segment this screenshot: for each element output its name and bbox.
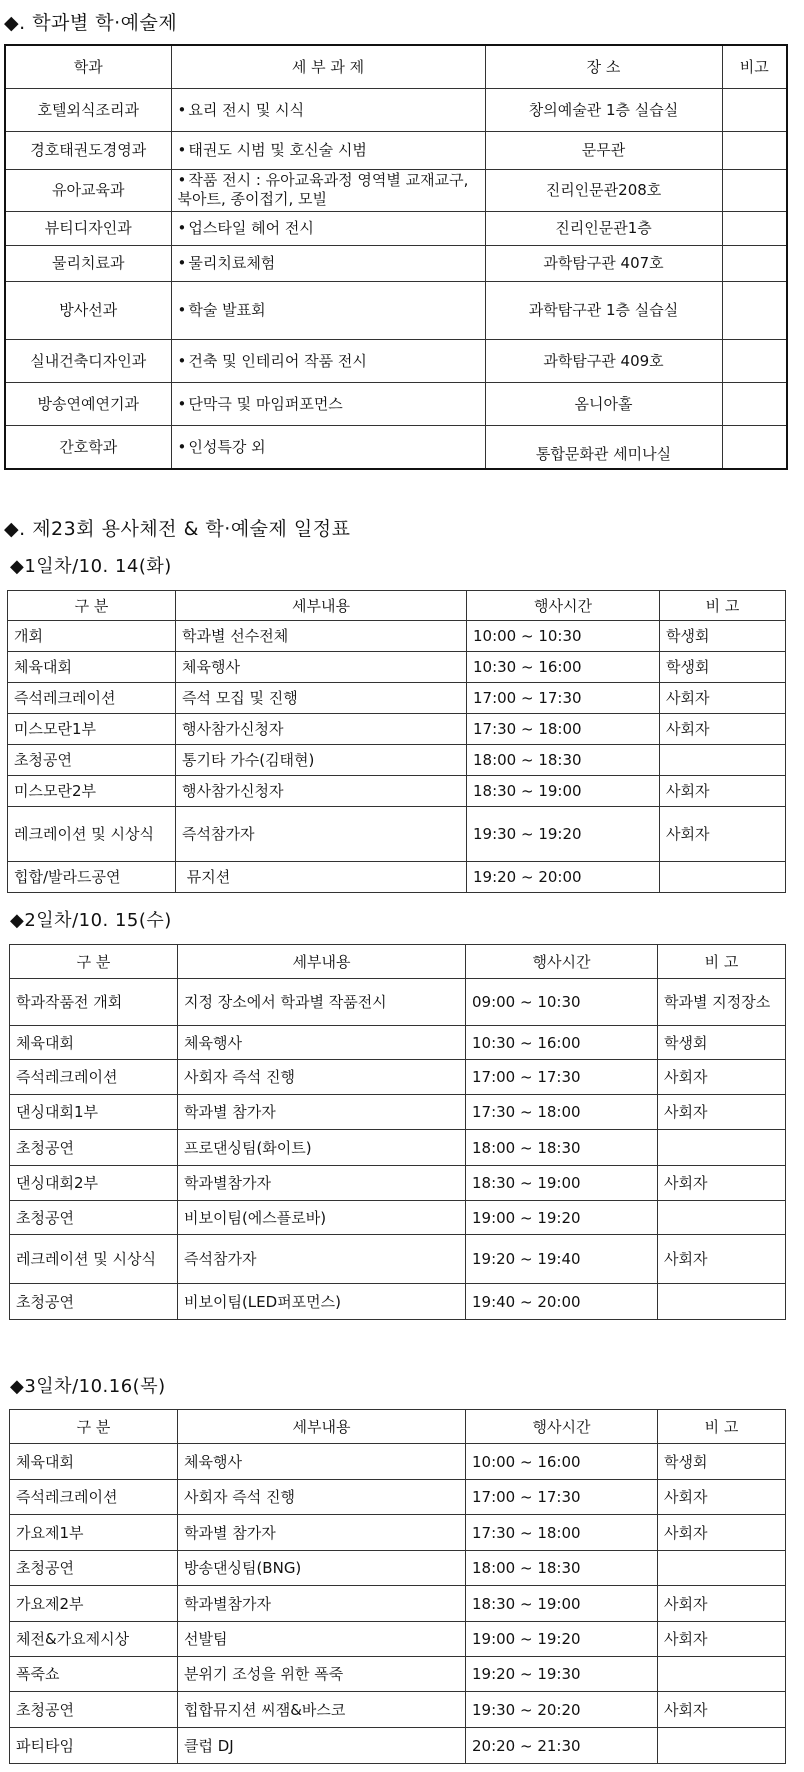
header-cell: 세부내용 (176, 591, 467, 621)
table-row (8, 862, 786, 893)
time-cell: 19:30 ~ 20:20 (466, 1692, 658, 1728)
table-row (8, 621, 786, 652)
category-cell: 댄싱대회1부 (10, 1095, 178, 1130)
dept-cell: 실내건축디자인과 (5, 339, 171, 382)
header-cell: 장 소 (485, 45, 722, 88)
table-row (10, 1201, 786, 1235)
task-cell: • 작품 전시 : 유아교육과정 영역별 교재교구, 북아트, 종이접기, 모빌 (171, 169, 485, 211)
note-cell: 학생회 (660, 621, 786, 652)
table-row (5, 281, 787, 339)
time-cell: 17:00 ~ 17:30 (466, 1480, 658, 1515)
header-cell: 세부내용 (178, 1410, 466, 1444)
note-cell: 학생회 (658, 1444, 786, 1480)
note-cell (658, 1728, 786, 1764)
note-cell (722, 88, 787, 131)
header-cell: 비 고 (660, 591, 786, 621)
place-cell: 과학탐구관 1층 실습실 (485, 281, 722, 339)
category-cell: 체육대회 (10, 1444, 178, 1480)
task-cell: • 단막극 및 마임퍼포먼스 (171, 382, 485, 425)
table-row (10, 1515, 786, 1551)
category-cell: 레크레이션 및 시상식 (8, 807, 176, 862)
table-row (8, 807, 786, 862)
note-cell (658, 1284, 786, 1320)
place-cell: 진리인문관208호 (485, 169, 722, 211)
time-cell: 10:00 ~ 10:30 (467, 621, 660, 652)
dept-cell: 유아교육과 (5, 169, 171, 211)
time-cell: 10:00 ~ 16:00 (466, 1444, 658, 1480)
note-cell: 사회자 (658, 1480, 786, 1515)
header-cell: 행사시간 (466, 1410, 658, 1444)
dept-cell: 물리치료과 (5, 245, 171, 281)
time-cell: 19:00 ~ 19:20 (466, 1622, 658, 1657)
note-cell (722, 169, 787, 211)
detail-cell: 프로댄싱팀(화이트) (178, 1130, 466, 1166)
time-cell: 18:30 ~ 19:00 (466, 1166, 658, 1201)
category-cell: 파티타임 (10, 1728, 178, 1764)
category-cell: 체전&가요제시상 (10, 1622, 178, 1657)
table-row (10, 979, 786, 1026)
time-cell: 17:00 ~ 17:30 (466, 1060, 658, 1095)
table-row (10, 1235, 786, 1284)
note-cell: 학과별 지정장소 (658, 979, 786, 1026)
note-cell (658, 1657, 786, 1692)
detail-cell: 즉석참가자 (178, 1235, 466, 1284)
table-row (10, 1692, 786, 1728)
task-cell: • 태권도 시범 및 호신술 시범 (171, 131, 485, 169)
time-cell: 20:20 ~ 21:30 (466, 1728, 658, 1764)
detail-cell: 즉석참가자 (176, 807, 467, 862)
time-cell: 17:30 ~ 18:00 (466, 1515, 658, 1551)
header-cell: 학과 (5, 45, 171, 88)
table-row (5, 88, 787, 131)
note-cell: 사회자 (658, 1515, 786, 1551)
place-cell: 과학탐구관 407호 (485, 245, 722, 281)
day1-title: ◆1일차/10. 14(화) (10, 556, 172, 577)
day3-schedule-table (9, 1409, 786, 1764)
table-row (10, 1060, 786, 1095)
day2-schedule-table (9, 944, 786, 1320)
time-cell: 19:30 ~ 19:20 (467, 807, 660, 862)
header-cell: 세부내용 (178, 945, 466, 979)
table-row (10, 1095, 786, 1130)
detail-cell: 행사참가신청자 (176, 776, 467, 807)
detail-cell: 즉석 모집 및 진행 (176, 683, 467, 714)
time-cell: 18:00 ~ 18:30 (466, 1551, 658, 1586)
time-cell: 18:30 ~ 19:00 (467, 776, 660, 807)
detail-cell: 사회자 즉석 진행 (178, 1060, 466, 1095)
table-row (10, 1480, 786, 1515)
note-cell (722, 245, 787, 281)
detail-cell: 선발팀 (178, 1622, 466, 1657)
table-row (8, 745, 786, 776)
note-cell: 사회자 (658, 1166, 786, 1201)
table-row (10, 1728, 786, 1764)
task-cell: • 학술 발표회 (171, 281, 485, 339)
header-cell: 구 분 (10, 945, 178, 979)
category-cell: 초청공연 (10, 1201, 178, 1235)
header-cell: 비고 (722, 45, 787, 88)
category-cell: 가요제1부 (10, 1515, 178, 1551)
table-header-row (5, 45, 787, 88)
category-cell: 즉석레크레이션 (8, 683, 176, 714)
detail-cell: 학과별 참가자 (178, 1095, 466, 1130)
category-cell: 초청공연 (10, 1284, 178, 1320)
category-cell: 초청공연 (8, 745, 176, 776)
time-cell: 09:00 ~ 10:30 (466, 979, 658, 1026)
place-cell: 문무관 (485, 131, 722, 169)
category-cell: 초청공연 (10, 1551, 178, 1586)
category-cell: 초청공연 (10, 1692, 178, 1728)
time-cell: 19:40 ~ 20:00 (466, 1284, 658, 1320)
table-row (5, 131, 787, 169)
detail-cell: 학과별 참가자 (178, 1515, 466, 1551)
category-cell: 댄싱대회2부 (10, 1166, 178, 1201)
table-row (10, 1657, 786, 1692)
dept-festival-table (4, 44, 788, 470)
place-cell: 통합문화관 세미나실 (485, 425, 722, 469)
category-cell: 레크레이션 및 시상식 (10, 1235, 178, 1284)
dept-cell: 방송연예연기과 (5, 382, 171, 425)
note-cell: 사회자 (660, 714, 786, 745)
table-row (10, 1444, 786, 1480)
time-cell: 17:30 ~ 18:00 (467, 714, 660, 745)
note-cell: 사회자 (660, 807, 786, 862)
note-cell (722, 425, 787, 469)
note-cell: 사회자 (660, 776, 786, 807)
note-cell: 사회자 (658, 1060, 786, 1095)
detail-cell: 사회자 즉석 진행 (178, 1480, 466, 1515)
note-cell (722, 211, 787, 245)
note-cell: 사회자 (658, 1622, 786, 1657)
table-row (10, 1284, 786, 1320)
note-cell (722, 281, 787, 339)
header-cell: 구 분 (10, 1410, 178, 1444)
note-cell (722, 131, 787, 169)
section-title-dept-festival: ◆. 학과별 학·예술제 (4, 12, 178, 34)
category-cell: 미스모란1부 (8, 714, 176, 745)
dept-cell: 간호학과 (5, 425, 171, 469)
header-cell: 세 부 과 제 (171, 45, 485, 88)
time-cell: 18:00 ~ 18:30 (466, 1130, 658, 1166)
time-cell: 10:30 ~ 16:00 (467, 652, 660, 683)
header-cell: 비 고 (658, 945, 786, 979)
table-row (8, 714, 786, 745)
table-row (10, 1551, 786, 1586)
note-cell (660, 745, 786, 776)
place-cell: 옴니아홀 (485, 382, 722, 425)
header-cell: 행사시간 (467, 591, 660, 621)
note-cell: 사회자 (658, 1235, 786, 1284)
detail-cell: 체육행사 (176, 652, 467, 683)
table-row (5, 425, 787, 469)
category-cell: 초청공연 (10, 1130, 178, 1166)
detail-cell: 행사참가신청자 (176, 714, 467, 745)
time-cell: 19:20 ~ 19:30 (466, 1657, 658, 1692)
table-row (8, 776, 786, 807)
note-cell (658, 1130, 786, 1166)
header-cell: 구 분 (8, 591, 176, 621)
task-cell: • 요리 전시 및 시식 (171, 88, 485, 131)
detail-cell: 힙합뮤지션 씨잼&바스코 (178, 1692, 466, 1728)
detail-cell: 지정 장소에서 학과별 작품전시 (178, 979, 466, 1026)
table-row (10, 1166, 786, 1201)
note-cell (722, 382, 787, 425)
note-cell (722, 339, 787, 382)
note-cell: 사회자 (660, 683, 786, 714)
time-cell: 17:30 ~ 18:00 (466, 1095, 658, 1130)
detail-cell: 방송댄싱팀(BNG) (178, 1551, 466, 1586)
table-row (8, 683, 786, 714)
time-cell: 18:00 ~ 18:30 (467, 745, 660, 776)
table-row (5, 245, 787, 281)
note-cell: 사회자 (658, 1095, 786, 1130)
task-cell: • 건축 및 인테리어 작품 전시 (171, 339, 485, 382)
task-cell: • 물리치료체험 (171, 245, 485, 281)
detail-cell: 통기타 가수(김태현) (176, 745, 467, 776)
category-cell: 즉석레크레이션 (10, 1060, 178, 1095)
dept-cell: 호텔외식조리과 (5, 88, 171, 131)
detail-cell: 학과별참가자 (178, 1166, 466, 1201)
category-cell: 미스모란2부 (8, 776, 176, 807)
time-cell: 10:30 ~ 16:00 (466, 1026, 658, 1060)
table-row (8, 652, 786, 683)
task-cell: • 인성특강 외 (171, 425, 485, 469)
table-row (5, 169, 787, 211)
detail-cell: 체육행사 (178, 1026, 466, 1060)
category-cell: 학과작품전 개회 (10, 979, 178, 1026)
day2-title: ◆2일차/10. 15(수) (10, 910, 172, 931)
table-row (10, 1130, 786, 1166)
detail-cell: 학과별 선수전체 (176, 621, 467, 652)
dept-cell: 경호태권도경영과 (5, 131, 171, 169)
time-cell: 19:00 ~ 19:20 (466, 1201, 658, 1235)
table-row (10, 1586, 786, 1622)
day3-title: ◆3일차/10.16(목) (10, 1376, 166, 1397)
place-cell: 진리인문관1층 (485, 211, 722, 245)
detail-cell: 클럽 DJ (178, 1728, 466, 1764)
category-cell: 가요제2부 (10, 1586, 178, 1622)
table-header-row (10, 945, 786, 979)
table-row (10, 1026, 786, 1060)
note-cell (660, 862, 786, 893)
header-cell: 비 고 (658, 1410, 786, 1444)
category-cell: 체육대회 (8, 652, 176, 683)
note-cell: 사회자 (658, 1586, 786, 1622)
note-cell (658, 1551, 786, 1586)
table-row (5, 211, 787, 245)
table-row (10, 1622, 786, 1657)
dept-cell: 방사선과 (5, 281, 171, 339)
category-cell: 폭죽쇼 (10, 1657, 178, 1692)
category-cell: 체육대회 (10, 1026, 178, 1060)
time-cell: 19:20 ~ 19:40 (466, 1235, 658, 1284)
time-cell: 18:30 ~ 19:00 (466, 1586, 658, 1622)
table-row (5, 339, 787, 382)
place-cell: 과학탐구관 409호 (485, 339, 722, 382)
note-cell (658, 1201, 786, 1235)
time-cell: 17:00 ~ 17:30 (467, 683, 660, 714)
detail-cell: 뮤지션 (176, 862, 467, 893)
section-title-schedule: ◆. 제23회 용사체전 & 학·예술제 일정표 (4, 518, 351, 540)
category-cell: 즉석레크레이션 (10, 1480, 178, 1515)
detail-cell: 분위기 조성을 위한 폭죽 (178, 1657, 466, 1692)
table-row (5, 382, 787, 425)
task-cell: • 업스타일 헤어 전시 (171, 211, 485, 245)
dept-cell: 뷰티디자인과 (5, 211, 171, 245)
table-header-row (8, 591, 786, 621)
place-cell: 창의예술관 1층 실습실 (485, 88, 722, 131)
detail-cell: 비보이팀(LED퍼포먼스) (178, 1284, 466, 1320)
detail-cell: 체육행사 (178, 1444, 466, 1480)
note-cell: 학생회 (660, 652, 786, 683)
day1-schedule-table (7, 590, 786, 893)
note-cell: 사회자 (658, 1692, 786, 1728)
header-cell: 행사시간 (466, 945, 658, 979)
detail-cell: 학과별참가자 (178, 1586, 466, 1622)
table-header-row (10, 1410, 786, 1444)
category-cell: 힙합/발라드공연 (8, 862, 176, 893)
detail-cell: 비보이팀(에스플로바) (178, 1201, 466, 1235)
note-cell: 학생회 (658, 1026, 786, 1060)
category-cell: 개회 (8, 621, 176, 652)
time-cell: 19:20 ~ 20:00 (467, 862, 660, 893)
